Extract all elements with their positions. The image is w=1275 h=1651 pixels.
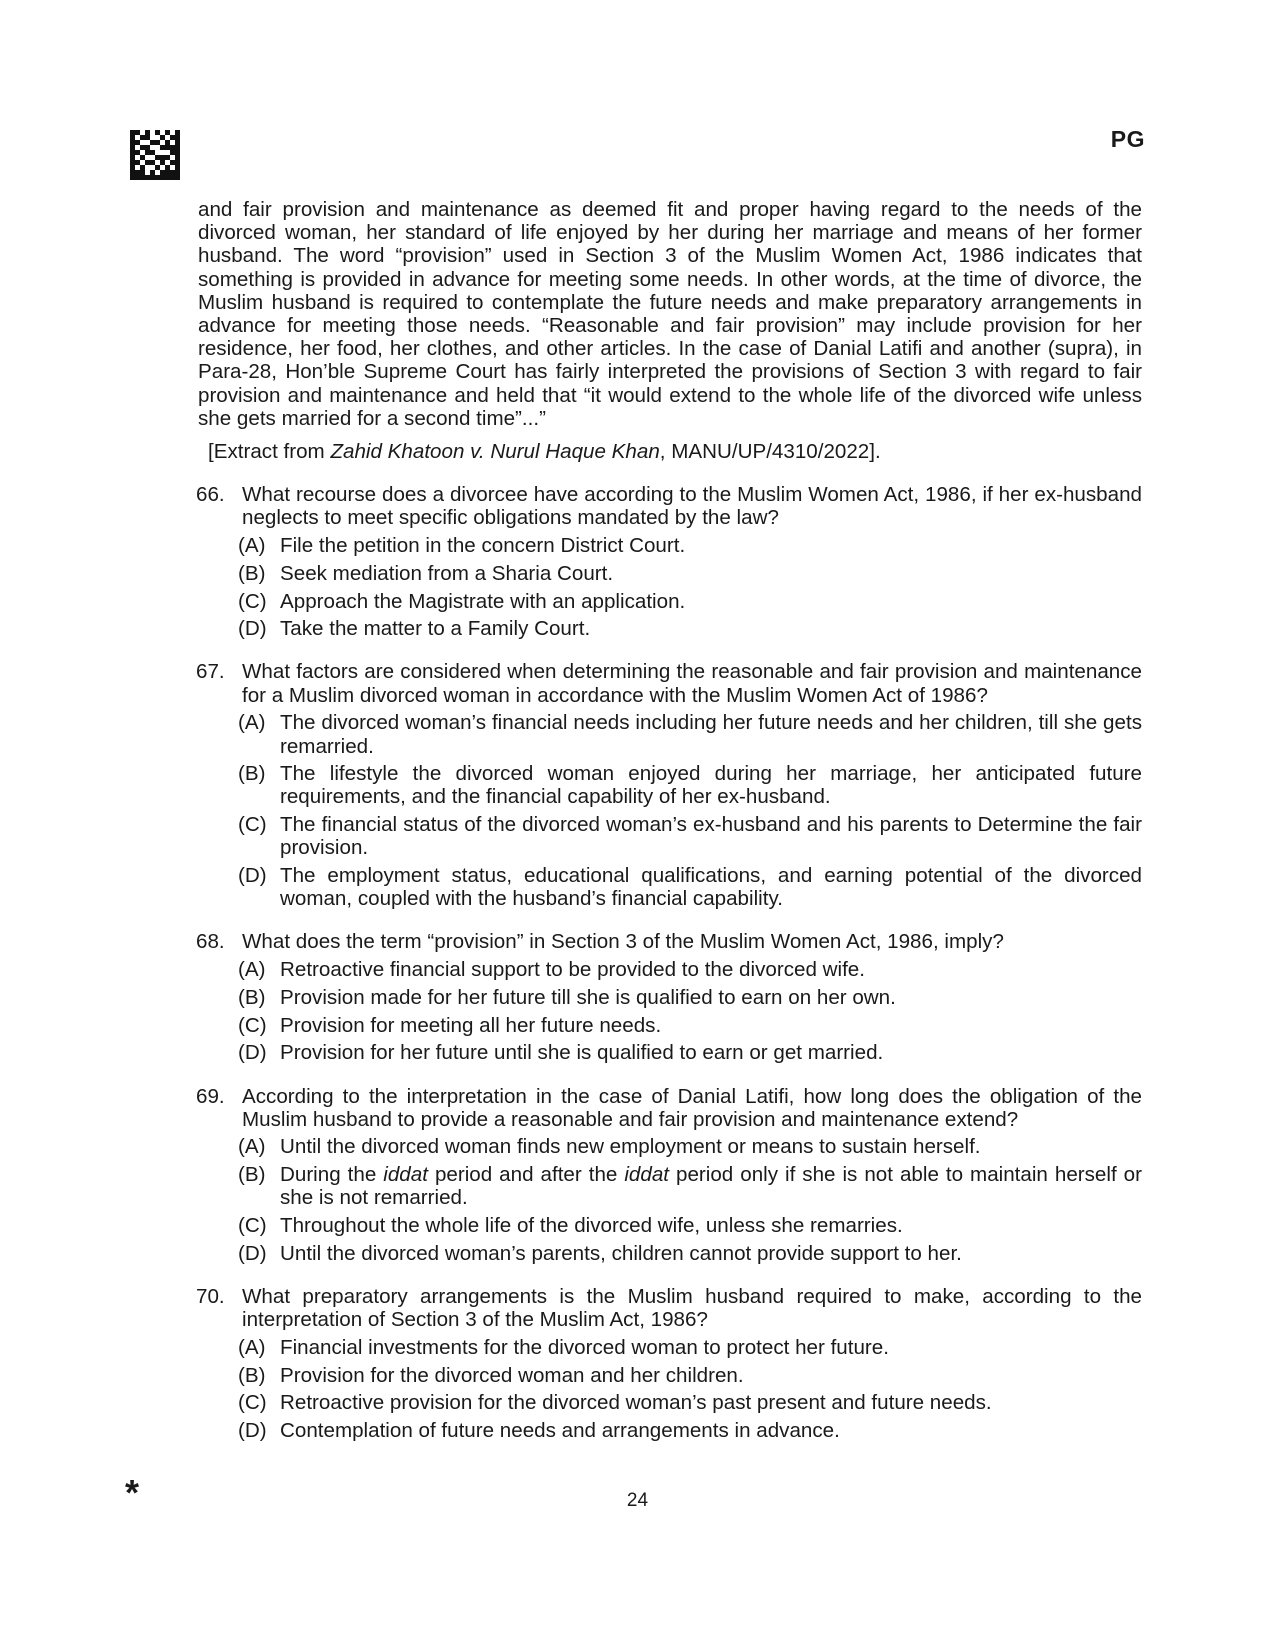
option-label: (B) <box>238 1363 266 1387</box>
option-c <box>238 1214 1142 1237</box>
question-text: What preparatory arrangements is the Muslim husband required to make, according to the interpretation of Section 3 of the Muslim Act, 1986? <box>242 1284 1142 1332</box>
option-text: Contemplation of future needs and arrangements in advance. <box>280 1418 840 1442</box>
option-text: Throughout the whole life of the divorced wife, unless she remarries. <box>280 1214 903 1238</box>
option-text: Provision made for her future till she is qualified to earn on her own. <box>280 985 896 1009</box>
option-text: The financial status of the divorced woman’s ex-husband and his parents to Determine the fair provision. <box>280 813 1142 860</box>
option-label: (D) <box>238 1418 267 1442</box>
paper-code: PG <box>1110 126 1145 152</box>
option-text: During the iddat period and after the iddat period only if she is not able to maintain herself or she is not remarried. <box>280 1163 1142 1210</box>
option-text: Provision for the divorced woman and her children. <box>280 1363 744 1387</box>
citation-prefix: [Extract from <box>208 440 331 464</box>
option-label: (B) <box>238 762 266 786</box>
option-b <box>238 1163 1142 1209</box>
option-label: (D) <box>238 864 267 888</box>
option-text: The divorced woman’s financial needs including her future needs and her children, till she gets remarried. <box>280 711 1142 758</box>
option-c <box>238 813 1142 859</box>
option-label: (A) <box>238 1335 266 1359</box>
option-text: The lifestyle the divorced woman enjoyed during her marriage, her anticipated future requirements, and the financial capability of her ex-husband. <box>280 762 1142 809</box>
question-text: What does the term “provision” in Section 3 of the Muslim Women Act, 1986, imply? <box>242 930 1004 954</box>
option-text: Financial investments for the divorced woman to protect her future. <box>280 1335 889 1359</box>
question-number: 67. <box>196 660 225 684</box>
option-label: (D) <box>238 1241 267 1265</box>
question-68 <box>196 930 1142 1064</box>
page-content <box>198 198 1142 1462</box>
option-label: (C) <box>238 1013 267 1037</box>
option-text: Seek mediation from a Sharia Court. <box>280 561 614 585</box>
question-list <box>198 483 1142 1442</box>
passage-text: and fair provision and maintenance as deemed fit and proper having regard to the needs of the divorced woman, her standard of life enjoyed by her during her marriage and means of her former husband. The word “provision” used in Section 3 of the Muslim Women Act, 1986 indicates that something is provided in advance for meeting some needs. In other words, at the time of divorce, the Muslim husband is required to contemplate the future needs and make preparatory arrangements in advance for meeting those needs. “Reasonable and fair provision” may include provision for her residence, her food, her clothes, and other articles. In the case of Danial Latifi and another (supra), in Para-28, Hon’ble Supreme Court has fairly interpreted the provisions of Section 3 with regard to fair provision and maintenance and held that “it would extend to the whole life of the divorced wife unless she gets married for a second time”...” <box>198 198 1142 430</box>
option-a <box>238 1336 1142 1359</box>
option-c <box>238 1391 1142 1414</box>
option-text: Until the divorced woman’s parents, children cannot provide support to her. <box>280 1241 962 1265</box>
option-d <box>238 864 1142 910</box>
option-text: Take the matter to a Family Court. <box>280 617 591 641</box>
option-d <box>238 1041 1142 1064</box>
option-label: (A) <box>238 958 266 982</box>
option-label: (D) <box>238 1041 267 1065</box>
option-text: File the petition in the concern District Court. <box>280 534 686 558</box>
iddat-term: iddat <box>383 1163 428 1187</box>
option-text: Retroactive financial support to be provided to the divorced wife. <box>280 958 865 982</box>
option-label: (C) <box>238 589 267 613</box>
option-d <box>238 1242 1142 1265</box>
option-d <box>238 1419 1142 1442</box>
option-text: Until the divorced woman finds new employment or means to sustain herself. <box>280 1135 981 1159</box>
question-67 <box>196 660 1142 910</box>
question-text: What factors are considered when determining the reasonable and fair provision and maintenance for a Muslim divorced woman in accordance with the Muslim Women Act of 1986? <box>242 660 1142 707</box>
option-label: (A) <box>238 534 266 558</box>
option-b <box>238 562 1142 585</box>
option-text: Approach the Magistrate with an application. <box>280 589 686 613</box>
option-label: (B) <box>238 985 266 1009</box>
option-text: Provision for her future until she is qualified to earn or get married. <box>280 1041 884 1065</box>
iddat-term: iddat <box>624 1163 670 1187</box>
option-text: The employment status, educational qualifications, and earning potential of the divorced woman, coupled with the husband’s financial capability. <box>280 864 1142 911</box>
star-mark: * <box>125 1472 140 1513</box>
question-69 <box>196 1085 1142 1265</box>
question-text: What recourse does a divorcee have according to the Muslim Women Act, 1986, if her ex-husband neglects to meet specific obligations mandated by the law? <box>242 483 1142 530</box>
option-label: (B) <box>238 561 266 585</box>
option-d <box>238 617 1142 640</box>
option-label: (B) <box>238 1163 266 1187</box>
option-a <box>238 1135 1142 1158</box>
question-number: 70. <box>196 1284 225 1308</box>
option-b <box>238 762 1142 808</box>
option-label: (A) <box>238 711 266 735</box>
option-label: (A) <box>238 1135 266 1159</box>
question-66 <box>196 483 1142 640</box>
qr-code-icon <box>130 130 180 180</box>
question-70 <box>196 1285 1142 1442</box>
citation-suffix: , MANU/UP/4310/2022]. <box>659 440 881 464</box>
option-label: (D) <box>238 617 267 641</box>
option-label: (C) <box>238 813 267 837</box>
page-number: 24 <box>626 1490 649 1511</box>
option-b <box>238 986 1142 1009</box>
passage <box>198 198 1142 463</box>
option-b <box>238 1364 1142 1387</box>
option-a <box>238 711 1142 757</box>
option-text: Retroactive provision for the divorced woman’s past present and future needs. <box>280 1391 992 1415</box>
option-c <box>238 590 1142 613</box>
option-label: (C) <box>238 1391 267 1415</box>
option-a <box>238 534 1142 557</box>
question-number: 69. <box>196 1084 225 1108</box>
citation-case-name: Zahid Khatoon v. Nurul Haque Khan <box>330 440 660 464</box>
option-c <box>238 1014 1142 1037</box>
option-a <box>238 958 1142 981</box>
question-text: According to the interpretation in the case of Danial Latifi, how long does the obligation of the Muslim husband to provide a reasonable and fair provision and maintenance extend? <box>242 1084 1142 1131</box>
question-number: 66. <box>196 483 225 507</box>
question-number: 68. <box>196 930 225 954</box>
option-text: Provision for meeting all her future needs. <box>280 1013 662 1037</box>
citation <box>208 440 1142 463</box>
option-label: (C) <box>238 1214 267 1238</box>
